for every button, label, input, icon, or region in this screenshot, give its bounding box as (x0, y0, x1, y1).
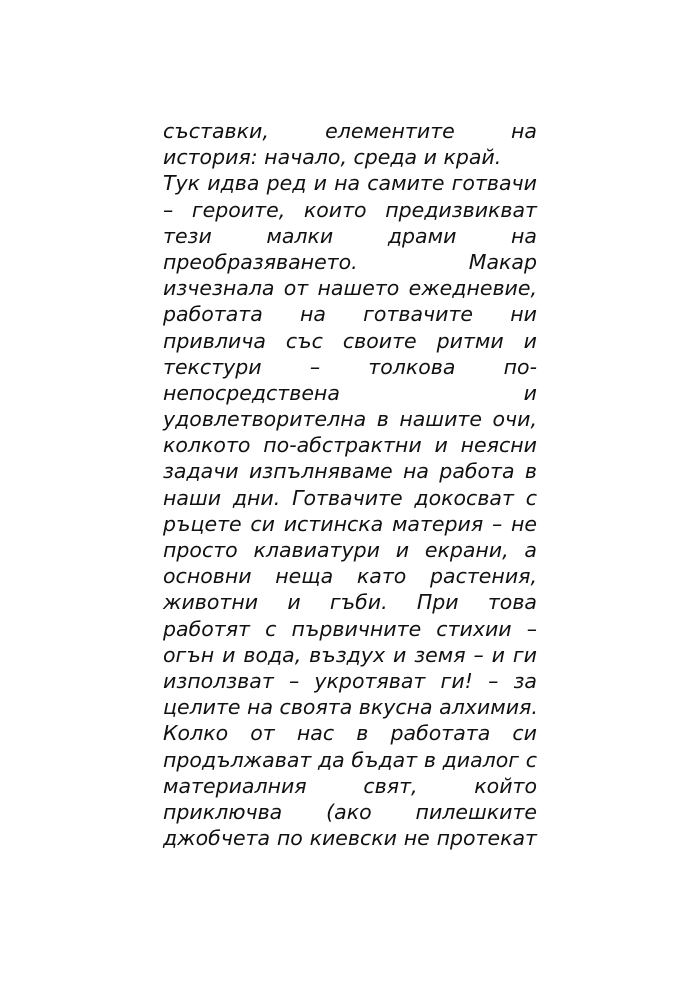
text-line: преобразяването. Макар (163, 249, 537, 274)
text-line: използват – укротяват ги! – за (163, 668, 537, 693)
text-line: ръцете си истинска материя – не (163, 511, 537, 536)
text-line: удовлетворителна в нашите очи, (163, 407, 537, 432)
text-line: материалния свят, който (163, 773, 537, 798)
text-line: непосредствена и (163, 380, 537, 405)
text-line: колкото по-абстрактни и неясни (163, 433, 537, 458)
text-line: работят с първичните стихии – (163, 616, 537, 641)
text-line: Тук идва ред и на самите готвачи (163, 171, 537, 196)
text-line: огън и вода, въздух и земя – и ги (163, 642, 537, 667)
text-line: работата на готвачите ни (163, 302, 537, 327)
text-line: изчезнала от нашето ежедневие, (163, 276, 537, 301)
text-line: съставки, елементите на (163, 119, 537, 143)
text-line: Колко от нас в работата си (163, 721, 537, 746)
text-line: приключва (ако пилешките (163, 799, 537, 824)
text-line: джобчета по киевски не протекат (163, 826, 537, 851)
body-text (163, 118, 537, 851)
text-line: основни неща като растения, (163, 564, 537, 589)
text-line: – героите, които предизвикват (163, 197, 537, 222)
text-line: задачи изпълняваме на работа в (163, 459, 537, 484)
text-line: продължават да бъдат в диалог с (163, 747, 537, 772)
text-line: история: начало, среда и край. (163, 145, 502, 170)
text-line: тези малки драми на (163, 223, 537, 248)
text-line: животни и гъби. При това (163, 590, 537, 615)
text-line: текстури – толкова по- (163, 354, 537, 379)
text-line: просто клавиатури и екрани, а (163, 538, 537, 562)
text-line: наши дни. Готвачите докосват с (163, 485, 537, 510)
text-line: привлича със своите ритми и (163, 328, 537, 353)
text-line: целите на своята вкусна алхимия. (163, 695, 538, 720)
